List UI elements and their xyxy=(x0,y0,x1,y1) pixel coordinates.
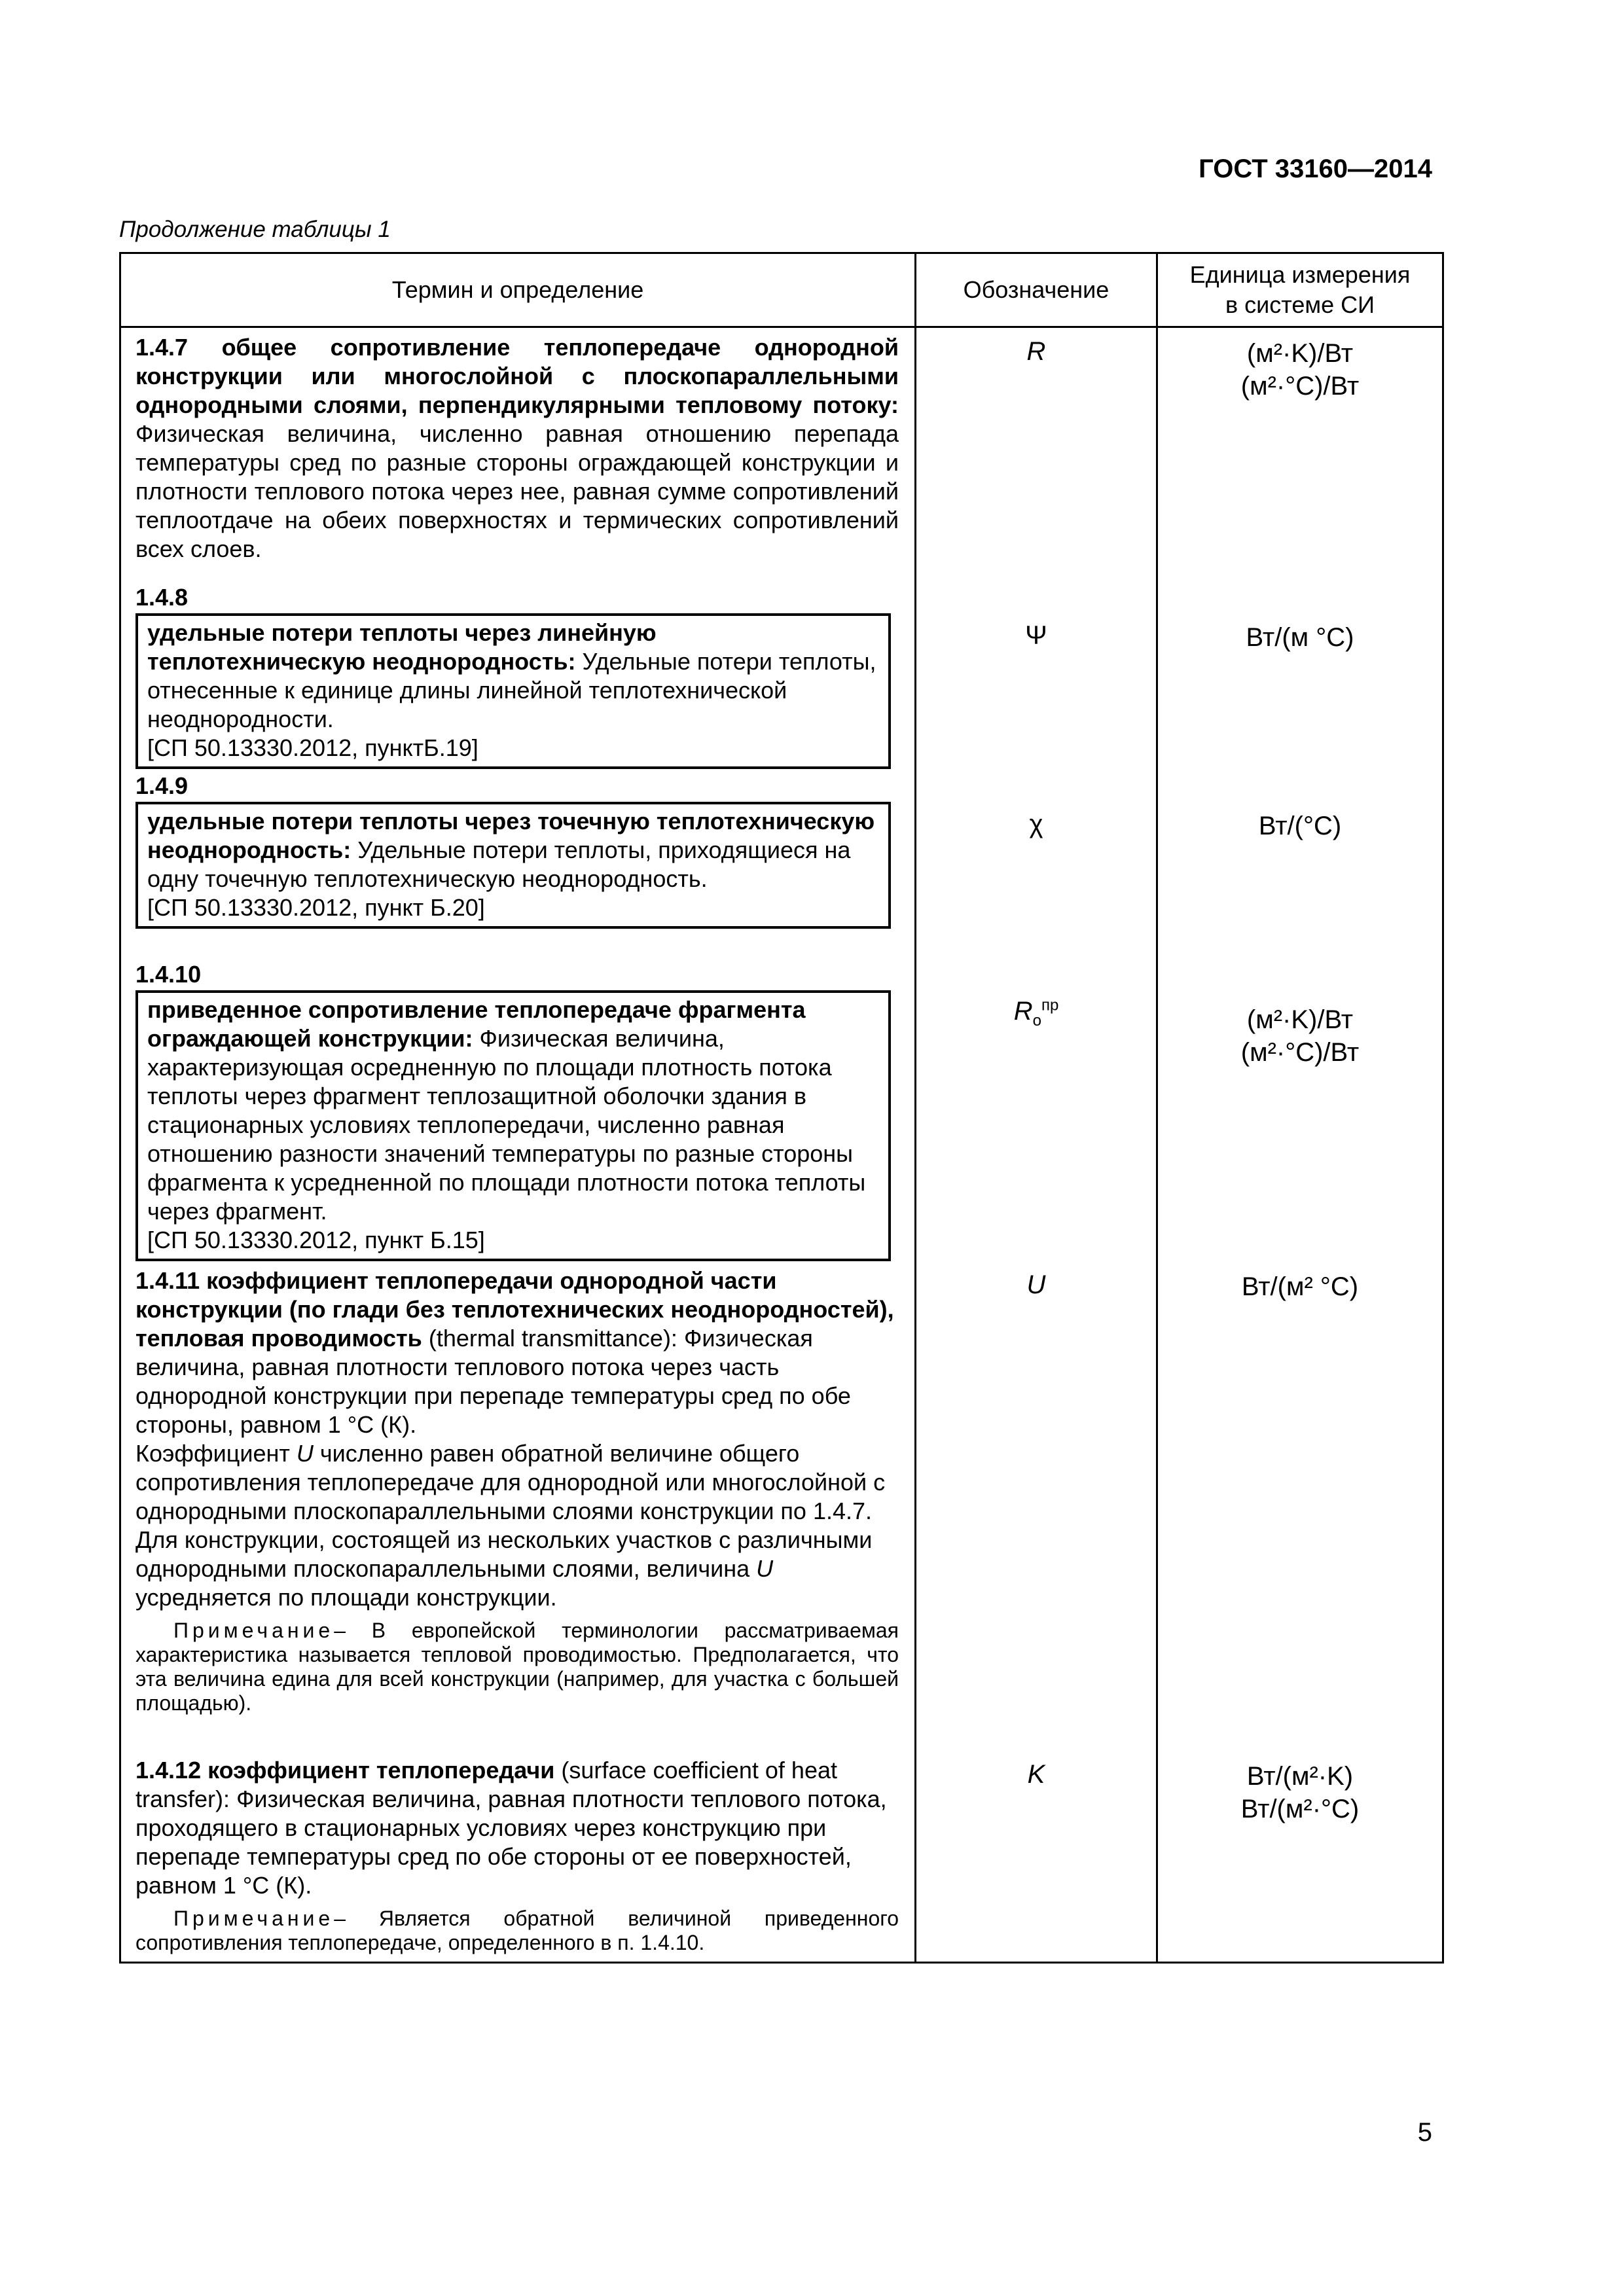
unit-cell: Вт/(м² °С) xyxy=(1241,1272,1359,1301)
unit-cell: Вт/(м²·K) Вт/(м²·°С) xyxy=(1240,1762,1360,1823)
term-definition: Физическая величина, равная плотности теплового потока через часть однородной конструкции при перепаде температуры сред по обе стороны, равном 1 °С (К). xyxy=(135,1325,851,1438)
term-title: приведенное сопротивление теплопередаче фрагмента ограждающей конструкции: xyxy=(147,996,806,1052)
term-definition: Удельные потери теплоты, приходящиеся на одну точечную теплотехническую неоднородность. xyxy=(147,836,851,892)
source-reference: [СП 50.13330.2012, пункт Б.15] xyxy=(147,1227,485,1253)
symbol-cell: R xyxy=(916,328,1158,583)
term-title: коэффициент теплопередачи xyxy=(208,1757,555,1784)
column-header-symbol: Обозначение xyxy=(916,254,1158,326)
table-row xyxy=(121,328,1442,583)
term-cell: 1.4.7 общее сопротивление теплопередаче однородной конструкции или многослойной с плоскопараллельными однородными слоями, перпендикулярными тепловому потоку: Физическая величина, численно равная отношению перепада температуры сред по разные стороны ограждающей конструкции и плотности теплового потока через нее, равная сумме сопротивлений теплоотдаче на обеих поверхностях и термических сопротивлений всех слоев. xyxy=(121,328,916,583)
quoted-definition-box xyxy=(135,802,891,929)
term-definition: Физическая величина, численно равная отношению перепада температуры сред по разные стороны ограждающей конструкции и плотности теплового потока через нее, равная сумме сопротивлений теплоотдаче на обеих поверхностях и термических сопротивлений всех слоев. xyxy=(135,420,899,562)
standard-id: ГОСТ 33160—2014 xyxy=(1199,154,1432,183)
source-reference: [СП 50.13330.2012, пункт Б.20] xyxy=(147,894,485,921)
symbol-cell: $R_о^{пр}$ xyxy=(916,960,1158,1261)
term-cell: 1.4.11 коэффициент теплопередачи однородной части конструкции (по глади без теплотехнических неоднородностей), тепловая проводимость (thermal transmittance): Физическая величина, равная плотности теплового потока через часть однородной конструкции при перепаде температуры сред по обе стороны, равном 1 °С (К). Коэффициент U численно равен обратной величине общего сопротивления теплопередаче для однородной или многослойной с однородными плоскопараллельными слоями конструкции по 1.4.7. Для конструкции, состоящей из нескольких участков с различными однородными плоскопараллельными слоями, величина U усредняется по площади конструкции. Примечание– В европейской терминологии рассматриваемая характеристика называется тепловой проводимостью. Предполагается, что эта величина едина для всей конструкции (например, для участка с большей площадью). xyxy=(121,1261,916,1751)
term-title: удельные потери теплоты через линейную теплотехническую неоднородность: xyxy=(147,619,657,675)
table-row xyxy=(121,1751,1442,1962)
term-english: (surface coefficient of heat transfer): xyxy=(135,1757,837,1812)
table-continuation-caption: Продолжение таблицы 1 xyxy=(119,217,391,242)
terms-table xyxy=(119,252,1444,1964)
symbol-cell: K xyxy=(916,1751,1158,1962)
unit-cell: (м²·K)/Вт (м²·°С)/Вт xyxy=(1240,339,1360,401)
term-cell: 1.4.10 приведенное сопротивление теплопередаче фрагмента ограждающей конструкции: Физическая величина, характеризующая осредненную по площади плотность потока теплоты через фрагмент теплозащитной оболочки здания в стационарных условиях теплопередачи, численно равная отношению разности значений температуры по разные стороны фрагмента к усредненной по площади плотности потока теплоты через фрагмент. [СП 50.13330.2012, пункт Б.15] xyxy=(121,960,916,1261)
column-header-unit: Единица измерения в системе СИ xyxy=(1189,261,1411,318)
symbol-cell: χ xyxy=(916,772,1158,960)
table-row xyxy=(121,960,1442,1261)
quoted-definition-box xyxy=(135,613,891,769)
unit-cell: (м²·K)/Вт (м²·°С)/Вт xyxy=(1240,1005,1360,1067)
page-number: 5 xyxy=(1417,2118,1432,2147)
term-cell: 1.4.8 удельные потери теплоты через линейную теплотехническую неоднородность: Удельные потери теплоты, отнесенные к единице длины линейной теплотехнической неоднородности. [СП 50.13330.2012, пунктБ.19] xyxy=(121,583,916,772)
term-title: удельные потери теплоты через точечную теплотехническую неоднородность: xyxy=(147,808,875,863)
term-cell: 1.4.9 удельные потери теплоты через точечную теплотехническую неоднородность: Удельные потери теплоты, приходящиеся на одну точечную теплотехническую неоднородность. [СП 50.13330.2012, пункт Б.20] xyxy=(121,772,916,960)
table-row xyxy=(121,1261,1442,1751)
term-title: коэффициент теплопередачи однородной части конструкции (по глади без теплотехнических неоднородностей), тепловая проводимость xyxy=(135,1267,894,1352)
table-row xyxy=(121,583,1442,772)
column-header-term: Термин и определение xyxy=(121,254,916,326)
note: Примечание– Является обратной величиной приведенного сопротивления теплопередаче, определенного в п. 1.4.10. xyxy=(135,1907,899,1954)
term-cell: 1.4.12 коэффициент теплопередачи (surface coefficient of heat transfer): Физическая величина, равная плотности теплового потока, проходящего в стационарных условиях через конструкцию при перепаде температуры сред по обе стороны от ее поверхностей, равном 1 °С (К). Примечание– Является обратной величиной приведенного сопротивления теплопередаче, определенного в п. 1.4.10. xyxy=(121,1751,916,1962)
term-definition: Физическая величина, характеризующая осредненную по площади плотность потока теплоты через фрагмент теплозащитной оболочки здания в стационарных условиях теплопередачи, численно равная отношению разности значений температуры по разные стороны фрагмента к усредненной по площади плотности потока теплоты через фрагмент. xyxy=(147,1025,866,1225)
table-header-row xyxy=(121,254,1442,328)
note: Примечание– В европейской терминологии рассматриваемая характеристика называется тепловой проводимостью. Предполагается, что эта величина едина для всей конструкции (например, для участка с большей площадью). xyxy=(135,1619,899,1715)
term-definition: Физическая величина, равная плотности теплового потока, проходящего в стационарных условиях через конструкцию при перепаде температуры сред по обе стороны от ее поверхностей, равном 1 °С (К). xyxy=(135,1785,887,1899)
term-english: (thermal transmittance): xyxy=(428,1325,677,1352)
table-row xyxy=(121,772,1442,960)
unit-cell: Вт/(м °С) xyxy=(1246,623,1354,652)
symbol-cell: U xyxy=(916,1261,1158,1751)
quoted-definition-box xyxy=(135,990,891,1261)
term-definition: Удельные потери теплоты, отнесенные к единице длины линейной теплотехнической неоднородности. xyxy=(147,648,876,732)
symbol-cell: Ψ xyxy=(916,583,1158,772)
unit-cell: Вт/(°С) xyxy=(1258,812,1342,840)
term-title: общее сопротивление теплопередаче однородной конструкции или многослойной с плоскопараллельными однородными слоями, перпендикулярными тепловому потоку: xyxy=(135,334,899,418)
source-reference: [СП 50.13330.2012, пунктБ.19] xyxy=(147,734,478,761)
